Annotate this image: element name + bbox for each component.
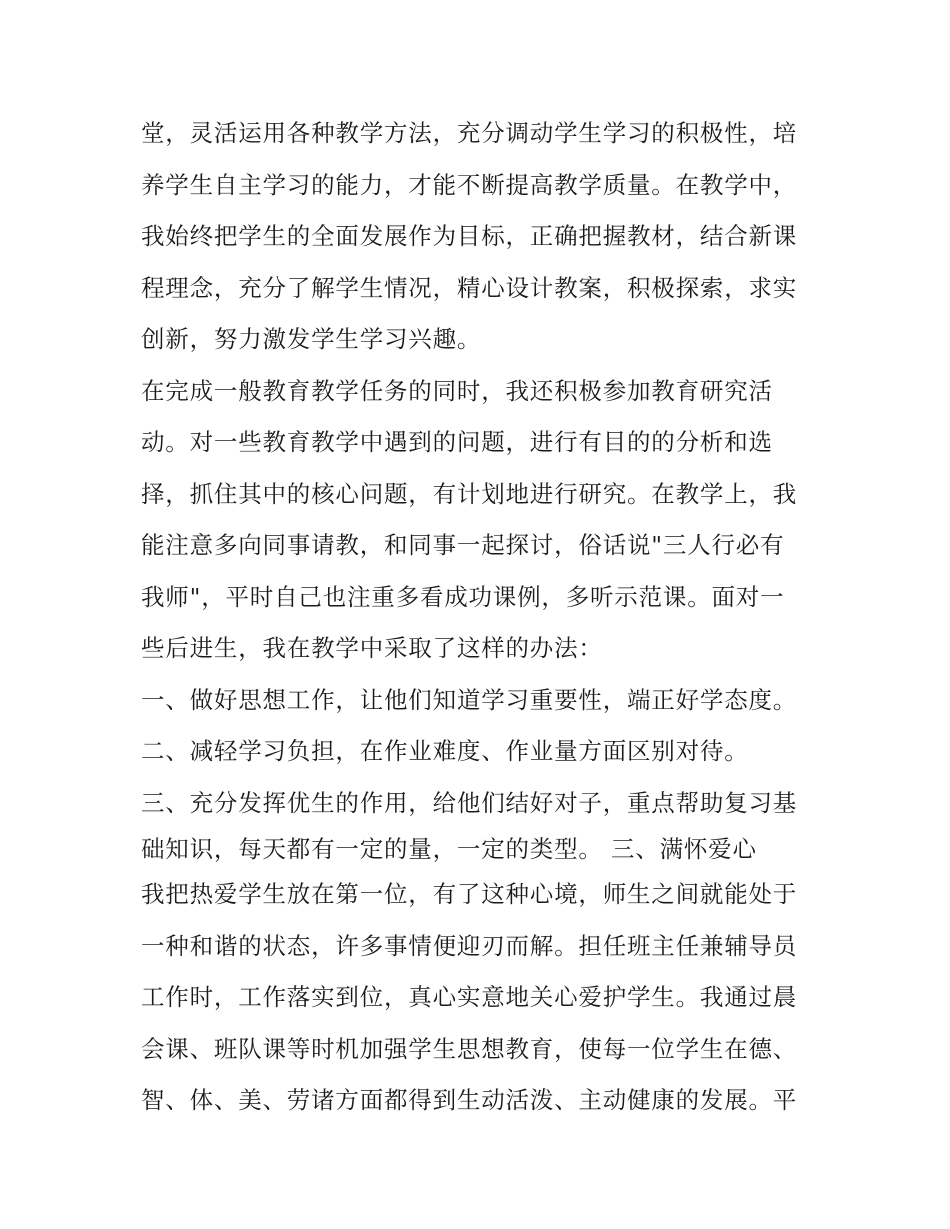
text-line: 些后进生，我在教学中采取了这样的办法：	[141, 634, 603, 662]
text-line: 三、充分发挥优生的作用，给他们结好对子，重点帮助复习基	[141, 788, 798, 817]
text-line: 养学生自主学习的能力，才能不断提高教学质量。在教学中，	[141, 170, 798, 199]
text-line: 我师"，平时自己也注重多看成功课例，多听示范课。面对一	[141, 582, 785, 611]
text-line: 在完成一般教育教学任务的同时，我还积极参加教育研究活	[141, 376, 773, 405]
text-line: 我始终把学生的全面发展作为目标，正确把握教材，结合新课	[141, 222, 798, 250]
text-line: 程理念，充分了解学生情况，精心设计教案，积极探索，求实	[141, 273, 798, 302]
text-line: 一种和谐的状态，许多事情便迎刃而解。担任班主任兼辅导员	[141, 931, 798, 960]
text-line: 二、减轻学习负担，在作业难度、作业量方面区别对待。	[141, 737, 749, 765]
text-line: 动。对一些教育教学中遇到的问题，进行有目的的分析和选	[141, 428, 773, 456]
text-line: 一、做好思想工作，让他们知道学习重要性，端正好学态度。	[141, 685, 798, 714]
text-line: 会课、班队课等时机加强学生思想教育，使每一位学生在德、	[141, 1034, 798, 1063]
text-line: 础知识，每天都有一定的量，一定的类型。 三、满怀爱心	[141, 835, 757, 863]
text-line: 堂，灵活运用各种教学方法，充分调动学生学习的积极性，培	[141, 119, 798, 147]
text-line: 创新，努力激发学生学习兴趣。	[141, 325, 482, 353]
text-line: 能注意多向同事请教，和同事一起探讨，俗话说"三人行必有	[141, 531, 785, 559]
body-text	[141, 108, 821, 1127]
text-line: 智、体、美、劳诸方面都得到生动活泼、主动健康的发展。平	[141, 1086, 798, 1114]
text-line: 择，抓住其中的核心问题，有计划地进行研究。在教学上，我	[141, 479, 798, 508]
text-line: 我把热爱学生放在第一位，有了这种心境，师生之间就能处于	[141, 880, 798, 908]
text-line: 工作时，工作落实到位，真心实意地关心爱护学生。我通过晨	[141, 983, 798, 1011]
